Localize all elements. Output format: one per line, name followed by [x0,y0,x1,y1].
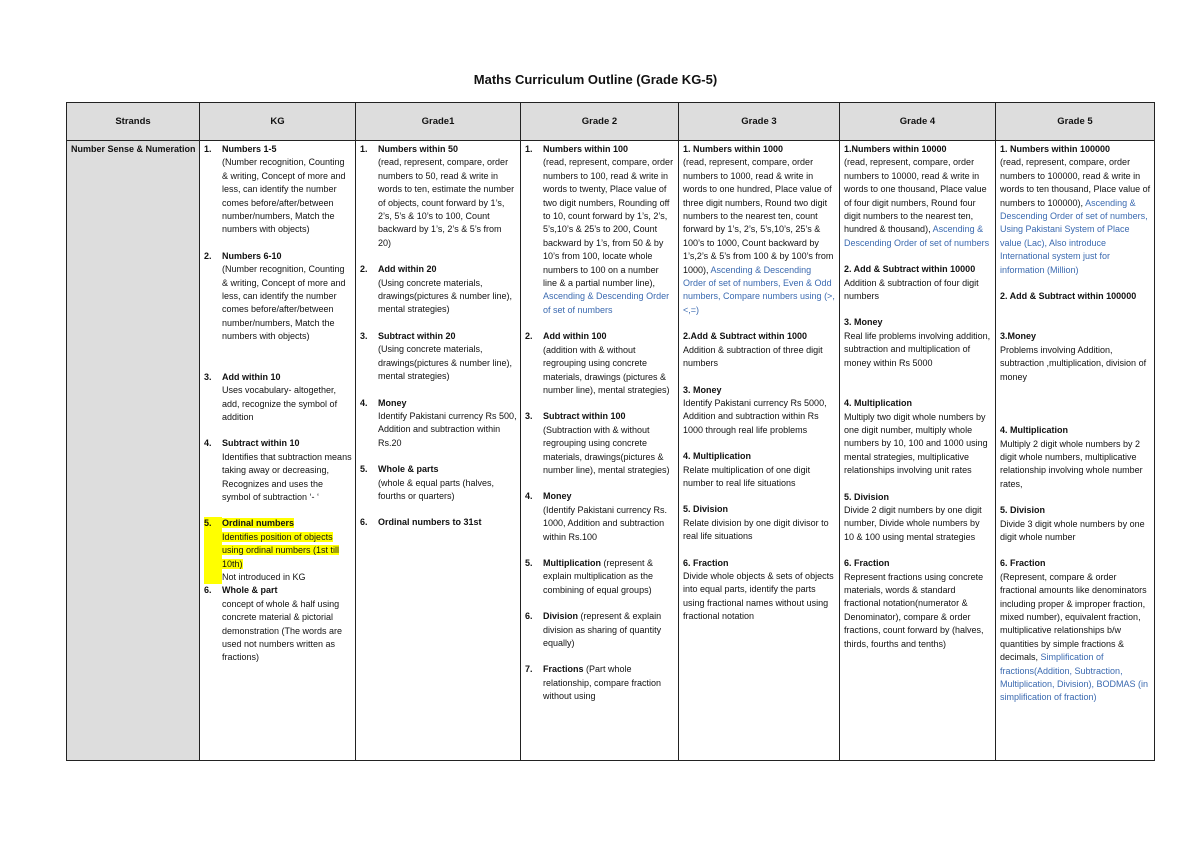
item-text: Addition & subtraction of three digit numbers [683,344,823,369]
grade5-cell [996,141,1155,761]
item-number: 6. [204,585,212,596]
item-number: 1. [204,144,212,154]
item-heading: Numbers within 50 [378,144,459,154]
item-number: 5. [525,557,533,568]
item-text: (read, represent, compare, order numbers to 1000, read & write in words to one hundred, Place value of three digit numbers, Round two digit numbers to the nearest ten, count forward by 1’s, 2’s, 5’s,10’s, 25’s & 100’s to 1000, Count backward by 1’s,2’s & 5’s from 100 & by 100’s from 1000), [683,157,834,275]
item-heading: 5. Division [1000,505,1046,516]
item-heading: Multiplication [543,557,601,568]
item-text: Identify Pakistani currency Rs 5000, Addition and subtraction within Rs 1000 through real life problems [683,397,827,435]
kg-item [204,437,352,504]
item-heading: Numbers within 100 [543,144,629,154]
g2-item [525,330,675,397]
item-text: Divide 2 digit numbers by one digit number, Divide whole numbers by 10 & 100 using mental strategies [844,504,982,542]
g2-item [525,663,675,703]
item-text: (Using concrete materials, drawings(pictures & number line), mental strategies) [378,277,513,315]
item-number: 7. [525,664,533,675]
item-heading: 3.Money [1000,331,1037,342]
item-text: Divide whole objects & sets of objects into equal parts, identify the parts using fractional names without using fractional notation [683,570,834,622]
item-text: Multiply two digit whole numbers by one digit number, multiply whole numbers by 10, 100 and 1000 using mental strategies, multiplicative relationships involving unit rates [844,411,988,476]
item-number: 2. [525,331,533,342]
grade1-cell [356,141,521,761]
item-text: concept of whole & half using concrete material & pictorial demonstration (The words are used not numbers written as fractions) [222,598,343,663]
item-text: (Using concrete materials, drawings(pictures & number line), mental strategies) [378,344,513,382]
item-number: 1. [360,144,368,154]
item-heading: Subtract within 10 [222,438,300,449]
highlighted-text: Identifies position of objects using ordinal numbers (1st till 10th) [222,531,340,569]
item-heading: Whole & part [222,585,278,596]
item-number: 6. [525,611,533,622]
item-text: (Represent, compare & order fractional amounts like denominators including proper & improper fraction, mixed number), equivalent fraction, multiplicative relationships b/w quantities by simple fractions & decimals, [1000,571,1147,663]
item-number: 2. [204,250,212,261]
item-text: (Number recognition, Counting & writing, Concept of more and less, can identify the number comes before/after/between number/numbers, Match the numbers with objects) [222,157,346,235]
item-heading: Add within 100 [543,331,607,342]
item-heading: 4. Multiplication [683,451,752,462]
item-text: (Subtraction with & without regrouping using concrete materials, drawings(pictures & number line), mental strategies) [543,424,670,475]
g4-item [844,557,992,651]
g1-item [360,330,517,384]
item-heading: 5. Division [683,504,729,515]
item-text: Divide 3 digit whole numbers by one digit whole number [1000,518,1145,542]
item-blue-text: Ascending & Descending Order of set of numbers, Using Pakistani System of Place value (Lac), Also introduce International system just for information (Million) [1000,197,1148,275]
grade3-cell [679,141,840,761]
item-heading: Numbers 6-10 [222,250,282,261]
g4-item [844,263,992,303]
g1-item [360,397,517,451]
g1-item [360,143,517,250]
item-heading: Ordinal numbers to 31st [378,517,482,528]
header-row [67,103,1155,141]
item-heading: 4. Multiplication [1000,425,1069,436]
grade2-cell [521,141,679,761]
g4-item [844,143,992,250]
kg-cell [200,141,356,761]
item-heading: Money [543,491,572,502]
item-text: Relate division by one digit divisor to real life situations [683,517,829,542]
g3-item [683,330,836,370]
g4-item [844,491,992,545]
header-kg: KG [200,103,356,141]
item-number: 4. [525,491,533,502]
item-heading: Add within 20 [378,264,437,275]
item-text: (represent & explain multiplication as the combining of equal groups) [543,557,654,595]
g5-item [1000,330,1151,384]
item-number: 3. [360,330,368,341]
item-number: 3. [525,411,533,422]
item-text: (read, represent, compare, order numbers to 10000, read & write in words to one thousand, Place value of four digit numbers, Round four digit numbers to the nearest ten, hundred & thousand), [844,157,987,235]
g2-item [525,410,675,477]
g3-item [683,503,836,543]
item-heading: Whole & parts [378,464,439,475]
item-text: (Identify Pakistani currency Rs. 1000, Addition and subtraction within Rs.100 [543,504,668,542]
kg-item [204,371,352,425]
g5-item [1000,504,1151,544]
item-heading: 2. Add & Subtract within 10000 [844,264,976,275]
g1-item [360,463,517,503]
g2-item [525,610,675,650]
item-heading: 1. Numbers within 1000 [683,144,784,154]
kg-item [204,143,352,237]
item-heading: 1.Numbers within 10000 [844,144,947,154]
item-heading: 2.Add & Subtract within 1000 [683,331,808,342]
item-text: (Number recognition, Counting & writing, Concept of more and less, can identify the number comes before/after/between number/numbers, Match the numbers with objects) [222,264,346,342]
item-text: (addition with & without regrouping using concrete materials, drawings (pictures & number line), mental strategies) [543,344,670,395]
item-heading: 1. Numbers within 100000 [1000,144,1111,154]
item-heading: 6. Fraction [844,558,890,569]
header-grade3: Grade 3 [679,103,840,141]
item-heading: Money [378,397,407,408]
item-text: Uses vocabulary- altogether, add, recognize the symbol of addition [222,385,338,422]
item-text: Problems involving Addition, subtraction ,multiplication, division of money [1000,344,1147,382]
item-text: Real life problems involving addition, subtraction and multiplication of money within Rs 5000 [844,330,991,368]
header-strands: Strands [67,103,200,141]
g5-item [1000,143,1151,277]
item-heading: 3. Money [844,317,883,328]
g2-item [525,557,675,597]
item-heading: 2. Add & Subtract within 100000 [1000,291,1137,302]
item-number: 5. [360,464,368,475]
item-heading: 5. Division [844,491,890,502]
item-number: 4. [360,397,368,408]
document-title: Maths Curriculum Outline (Grade KG-5) [473,72,718,87]
item-heading: Subtract within 20 [378,330,456,341]
g3-item [683,557,836,624]
item-text: (read, represent, compare, order numbers to 50, read & write in words to ten, estimate the number of objects, count forward by 1’s, 2’s, 5’s & 10’s to 100, Count backward by 1’s, 2’s & 5’s from 20) [378,157,515,248]
strand-cell [67,141,200,761]
kg-item [204,584,352,664]
item-text: Multiply 2 digit whole numbers by 2 digit whole numbers, multiplicative relationship involving whole number rates, [1000,438,1143,489]
item-number: 1. [525,144,533,154]
item-heading: 6. Fraction [1000,558,1046,569]
kg-item [204,250,352,344]
item-text: (represent & explain division as sharing of quantity equally) [543,611,662,648]
item-text: (read, represent, compare, order numbers to 100, read & write in words to twenty, Place value of two digit numbers, Rounding off to 10, count forward by 1’s, 2’s, 5’s,10’s & 25’s to 200, Count backward by 1’s, from 50 & by 10’s from 100, locate whole numbers to 100 on a number line & a partial number line), [543,157,674,289]
item-heading: Fractions [543,664,584,675]
g2-item [525,143,675,317]
item-blue-text: Ascending & Descending Order of set of numbers, Even & Odd numbers, Compare numbers using (>,<,=) [683,264,835,315]
g5-item [1000,290,1151,303]
item-number: 3. [204,371,212,382]
item-text: Identify Pakistani currency Rs 500, Addition and subtraction within Rs.20 [378,410,517,448]
item-heading: Numbers 1-5 [222,144,277,154]
table-row [67,141,1155,761]
item-text: Represent fractions using concrete materials, words & standard fractional notation(numerator & Denominator), compare & order fractions, count forward by (halves, thirds, fourths and tenths) [844,571,984,649]
item-blue-text: Ascending & Descending Order of set of numbers [543,291,670,315]
item-note: Not introduced in KG [222,571,306,582]
item-heading: Ordinal numbers [222,518,295,529]
item-blue-text: Ascending & Descending Order of set of numbers [844,224,990,248]
g5-item [1000,557,1151,704]
header-grade2: Grade 2 [521,103,679,141]
strand-name: Number Sense & Numeration [71,144,196,154]
item-heading: Add within 10 [222,371,281,382]
g4-item [844,397,992,477]
g5-item [1000,424,1151,491]
item-number: 4. [204,438,212,449]
item-number: 2. [360,264,368,275]
item-text: Identifies that subtraction means taking away or decreasing, Recognizes and uses the symbol of subtraction ‘- ‘ [222,451,352,502]
item-heading: 4. Multiplication [844,398,913,409]
item-blue-text: Simplification of fractions(Addition, Subtraction, Multiplication, Division), BODMAS (in simplification of fraction) [1000,652,1149,703]
header-grade4: Grade 4 [840,103,996,141]
item-text: (read, represent, compare, order numbers to 100000, read & write in words to ten thousand, Place value of numbers to 100000), [1000,157,1151,208]
g1-item [360,263,517,317]
g2-item [525,490,675,544]
g3-item [683,450,836,490]
curriculum-table [66,102,1155,761]
item-number: 5. [204,517,222,584]
grade4-cell [840,141,996,761]
item-heading: 3. Money [683,384,722,395]
g1-item [360,516,517,529]
item-heading: Division [543,611,579,622]
kg-item [204,517,352,584]
g3-item [683,143,836,317]
item-heading: Subtract within 100 [543,411,626,422]
g4-item [844,316,992,370]
item-text: Relate multiplication of one digit number to real life situations [683,464,811,488]
item-text: Addition & subtraction of four digit numbers [844,277,979,302]
header-grade5: Grade 5 [996,103,1155,141]
item-text: (whole & equal parts (halves, fourths or quarters) [378,477,495,501]
item-number: 6. [360,517,368,528]
item-text: (Part whole relationship, compare fraction without using [543,664,662,702]
header-grade1: Grade1 [356,103,521,141]
item-heading: 6. Fraction [683,557,729,568]
g3-item [683,384,836,438]
